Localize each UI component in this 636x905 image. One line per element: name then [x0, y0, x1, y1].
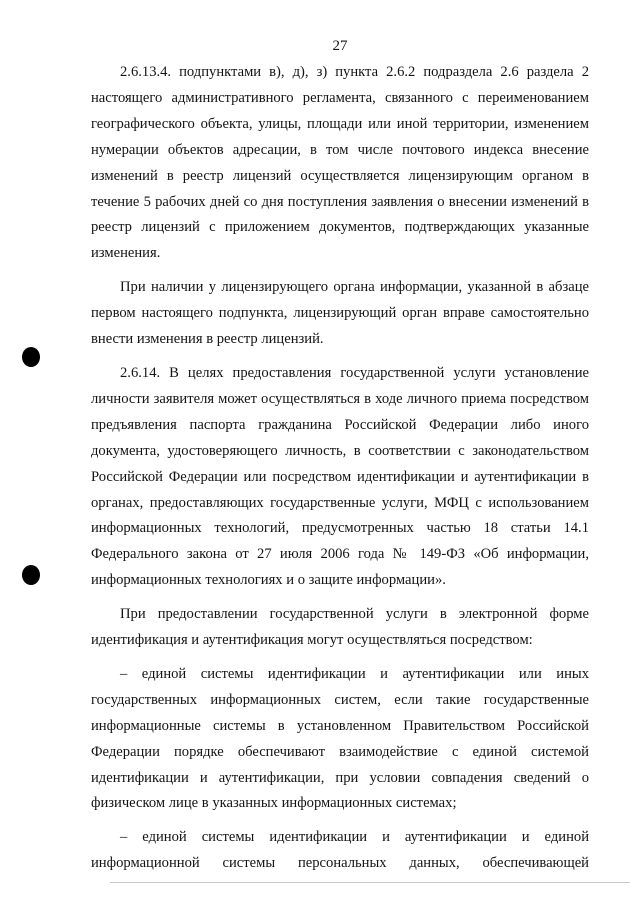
list-item-esia: – единой системы идентификации и аутентификации или иных государственных информационных систем, если такие государственные информационные системы в установленном Правительством Российской Федерации порядке обеспечивают взаимодействие с единой системой идентификации и аутентификации, при условии совпадения сведений о физическом лице в указанных информационных системах;: [91, 665, 589, 812]
paragraph-licensing-info: При наличии у лицензирующего органа информации, указанной в абзаце первом настоящего подпункта, лицензирующий орган вправе самостоятельно внести изменения в реестр лицензий.: [91, 279, 589, 348]
punch-hole-upper: [22, 347, 40, 367]
scan-edge-line: [110, 882, 630, 883]
list-item-esia-ebs: – единой системы идентификации и аутентификации и единой информационной системы персональных данных, обеспечивающей: [91, 829, 589, 872]
page-number: 27: [332, 38, 348, 54]
paragraph-2-6-14: 2.6.14. В целях предоставления государственной услуги установление личности заявителя может осуществляться в ходе личного приема посредством предъявления паспорта гражданина Российской Федерации либо иного документа, удостоверяющего личность, в соответствии с законодательством Российской Федерации или посредством идентификации и аутентификации в органах, предоставляющих государственные услуги, МФЦ с использованием информационных технологий, предусмотренных частью 18 статьи 14.1 Федерального закона от 27 июля 2006 года № 149-ФЗ «Об информации, информационных технологиях и о защите информации».: [91, 364, 589, 589]
paragraph-2-6-13-4: 2.6.13.4. подпунктами в), д), з) пункта 2.6.2 подраздела 2.6 раздела 2 настоящего административного регламента, связанного с переименованием географического объекта, улицы, площади или иной территории, изменением нумерации объектов адресации, в том числе почтового индекса внесение изменений в реестр лицензий осуществляется лицензирующим органом в течение 5 рабочих дней со дня поступления заявления о внесении изменений в реестр лицензий с приложением документов, подтверждающих указанные изменения.: [91, 64, 589, 262]
punch-hole-lower: [22, 565, 40, 585]
paragraph-electronic-form: При предоставлении государственной услуги в электронной форме идентификация и аутентификация могут осуществляться посредством:: [91, 606, 589, 649]
document-body: [91, 60, 589, 877]
